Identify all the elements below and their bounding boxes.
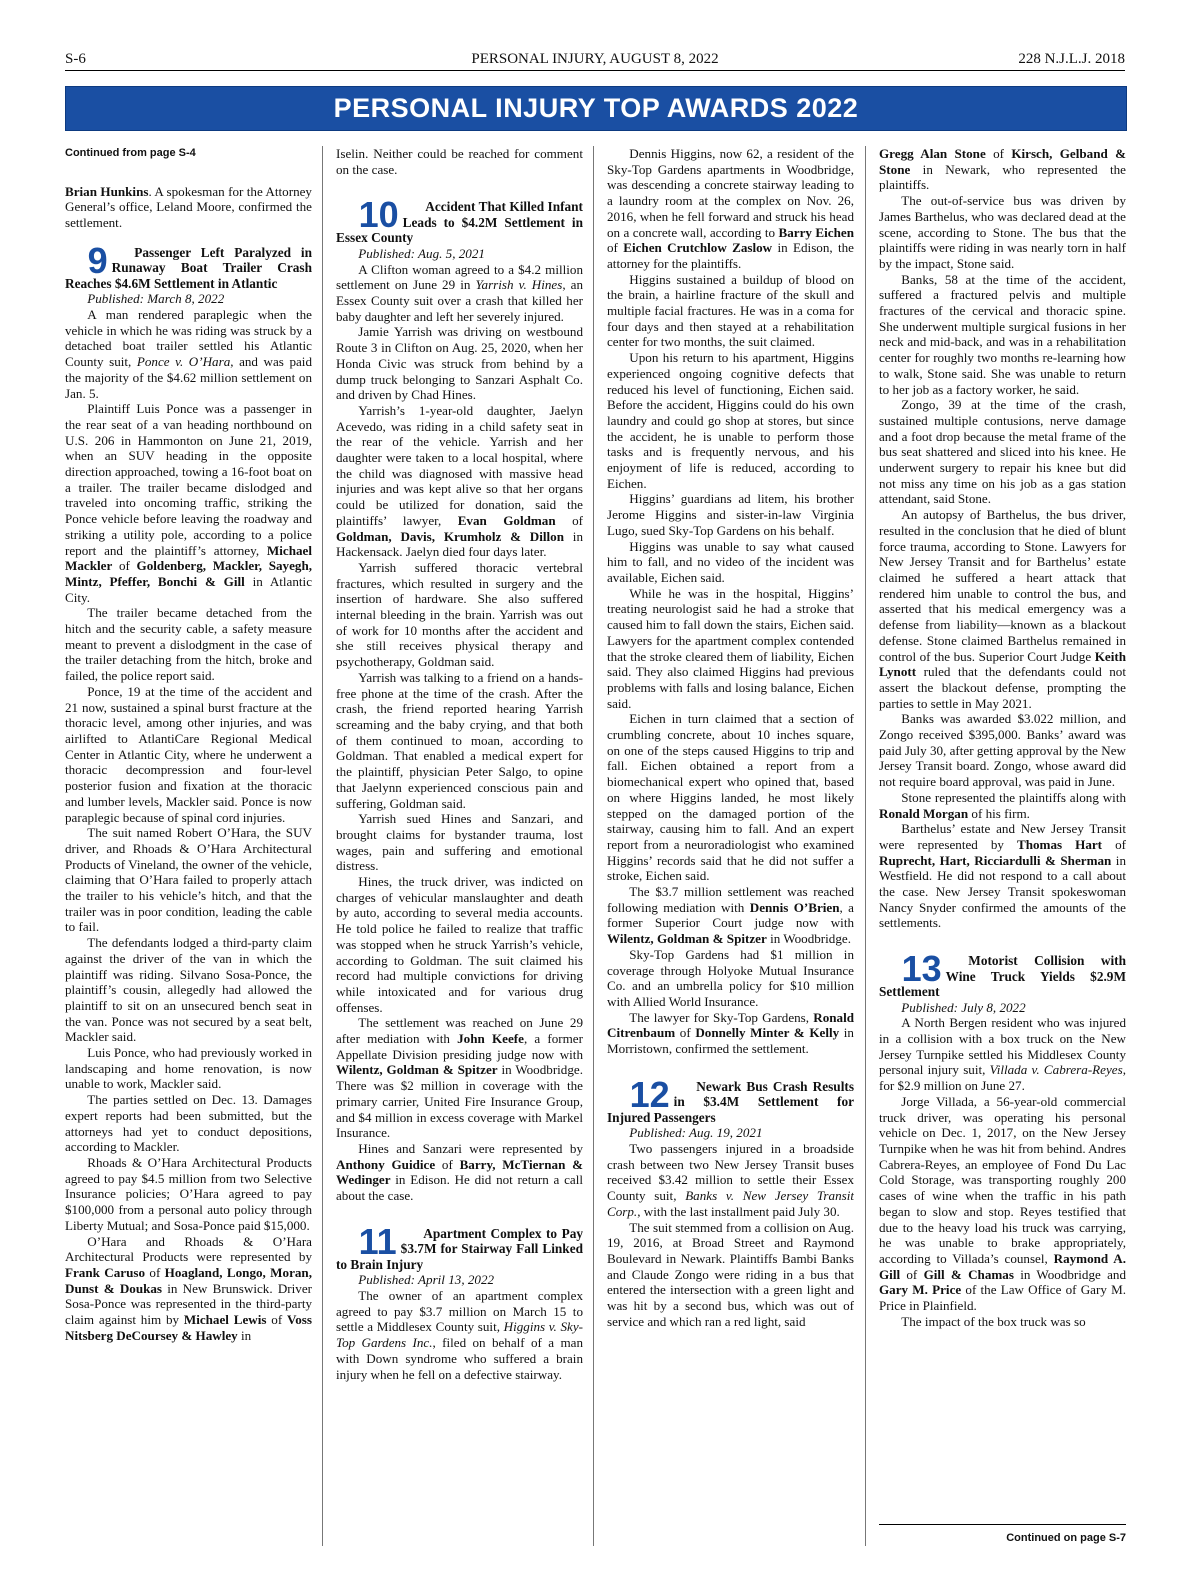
continued-on: Continued on page S-7	[1006, 1532, 1126, 1544]
running-header	[65, 50, 1125, 71]
publish-date: Published: July 8, 2022	[901, 999, 1026, 1015]
story-12: 12 Newark Bus Crash Results in $3.4M Settlement for Injured Passengers Published: Aug. 19, 2021 Two passengers injured in a broadside crash between two New Jersey Transit buses received $3.42 million to settle their Essex County suit, Banks v. New Jersey Transit Corp., with the last installment paid July 30. The suit stemmed from a collision on Aug. 19, 2016, at Broad Street and Raymond Boulevard in Newark. Plaintiffs Bambi Banks and Claude Zongo were riding in a bus that entered the intersection with a green light and was hit by a second bus, which was out of service and which ran a red light, said	[607, 1073, 854, 1329]
story-number: 11	[358, 1220, 397, 1262]
story-10: 10 Accident That Killed Infant Leads to $4.2M Settlement in Essex County Published: Aug. 5, 2021 A Clifton woman agreed to a $4.2 million settlement on June 29 in Yarrish v. Hines, an Essex County suit over a crash that killed her baby daughter and left her severely injured. Jamie Yarrish was driving on westbound Route 3 in Clifton on Aug. 25, 2020, when her Honda Civic was struck from behind by a dump truck belonging to Sanzari Asphalt Co. and driven by Chad Hines. Yarrish’s 1-year-old daughter, Jaelyn Acevedo, was riding in a child safety seat in the rear of the vehicle. Yarrish and her daughter were taken to a local hospital, where the child was diagnosed with massive head injuries and was kept alive so that her organs could be utilized for donation, said the plaintiffs’ lawyer, Evan Goldman of Goldman, Davis, Krumholz & Dillon in Hackensack. Jaelyn died four days later. Yarrish suffered thoracic vertebral fractures, which resulted in surgery and the insertion of hardware. She also suffered internal bleeding in the brain. Yarrish was out of work for 10 months after the accident and she still receives physical therapy and psychotherapy, Goldman said. Yarrish was talking to a friend on a hands-free phone at the time of the crash. After the crash, the friend reported hearing Yarrish screaming and the baby crying, and that both of them continued to moan, according to Goldman. That enabled a medical expert for the plaintiff, physician Peter Salgo, to opine that Jaelynn experienced conscious pain and suffering, Goldman said. Yarrish sued Hines and Sanzari, and brought claims for bystander trauma, lost wages, pain and suffering and emotional distress. Hines, the truck driver, was indicted on charges of vehicular manslaughter and death by auto, according to several media accounts. He told police he failed to realize that traffic was stopped when he struck Yarrish’s vehicle, according to Goldman. The suit claimed his record had multiple convictions for driving while intoxicated and for various drug offenses. The settlement was reached on June 29 after mediation with John Keefe, a former Appellate Division presiding judge now with Wilentz, Goldman & Spitzer in Woodbridge. There was $2 million in coverage with the primary carrier, United Fire Insurance Group, and $4 million in excess coverage with Markel Insurance. Hines and Sanzari were represented by Anthony Guidice of Barry, McTiernan & Wedinger in Edison. He did not return a call about the case.	[336, 194, 583, 1204]
continued-from: Continued from page S-4	[65, 147, 196, 159]
story-number: 13	[901, 948, 942, 990]
story-headline: 11 Apartment Complex to Pay $3.7M for Stairway Fall Linked to Brain Injury	[336, 1220, 583, 1272]
column-divider	[865, 146, 866, 1546]
story-9: 9 Passenger Left Paralyzed in Runaway Boat Trailer Crash Reaches $4.6M Settlement in Atlantic Published: March 8, 2022 A man rendered paraplegic when the vehicle in which he was riding was struck by a detached boat trailer settled his Atlantic County suit, Ponce v. O’Hara, and was paid the majority of the $4.62 million settlement on Jan. 5. Plaintiff Luis Ponce was a passenger in the rear seat of a van heading northbound on U.S. 206 in Hammonton on June 21, 2019, when an SUV heading in the opposite direction approached, towing a 16-foot boat on a trailer. The trailer became dislodged and traveled into oncoming traffic, striking the Ponce vehicle before leaving the roadway and striking a utility pole, according to a police report and the plaintiff’s attorney, Michael Mackler of Goldenberg, Mackler, Sayegh, Mintz, Pfeffer, Bonchi & Gill in Atlantic City. The trailer became detached from the hitch and the security cable, a safety measure meant to prevent a dislodgment in the case of the trailer detaching from the hitch, broke and failed, the police report said. Ponce, 19 at the time of the accident and 21 now, sustained a spinal burst fracture at the thoracic level, among other injuries, and was airlifted to AtlantiCare Regional Medical Center in Atlantic City, where he underwent a thoracic decompression and four-level posterior fusion and fixation at the thoracic and lumber levels, Mackler said. Ponce is now paraplegic because of spinal cord injuries. The suit named Robert O’Hara, the SUV driver, and Rhoads & O’Hara Architectural Products of Vineland, the owner of the vehicle, claiming that O’Hara failed to properly attach the trailer to his vehicle’s hitch, and that the trailer was in poor condition, leading the cable to fail. The defendants lodged a third-party claim against the driver of the van in which the plaintiff was riding. Silvano Sosa-Ponce, the plaintiff’s cousin, allegedly had allowed the plaintiff to sit on an unsecured bench seat in the van. Ponce was not secured by a seat belt, Mackler said. Luis Ponce, who had previously worked in landscaping and home renovation, is now unable to work, Mackler said. The parties settled on Dec. 13. Damages expert reports had been submitted, but the attorneys had yet to conduct depositions, according to Mackler. Rhoads & O’Hara Architectural Products agreed to pay $4.5 million from two Selective Insurance policies; O’Hara agreed to pay $100,000 from a personal auto policy through Liberty Mutual; and Sosa-Ponce paid $15,000. O’Hara and Rhoads & O’Hara Architectural Products were represented by Frank Caruso of Hoagland, Longo, Moran, Dunst & Doukas in New Brunswick. Driver Sosa-Ponce was represented in the third-party claim against him by Michael Lewis of Voss Nitsberg DeCoursey & Hawley in	[65, 239, 312, 1343]
story-13: 13 Motorist Collision with Wine Truck Yields $2.9M Settlement Published: July 8, 2022 A North Bergen resident who was injured in a collision with a box truck on the New Jersey Turnpike settled his Middlesex County personal injury suit, Villada v. Cabrera-Reyes, for $2.9 million on June 27. Jorge Villada, a 56-year-old commercial truck driver, was operating his personal vehicle on Dec. 1, 2017, on the New Jersey Turnpike when he was hit from behind. Andres Cabrera-Reyes, an employee of Fond Du Lac Cold Storage, was transporting roughly 200 cases of wine when the traffic in his path began to slow and stop. Reyes testified that due to the heavy load his truck was carrying, he was unable to brake appropriately, according to Villada’s counsel, Raymond A. Gill of Gill & Chamas in Woodbridge and Gary M. Price of the Law Office of Gary M. Price in Plainfield. The impact of the box truck was so	[879, 948, 1126, 1329]
column-4: Gregg Alan Stone of Kirsch, Gelband & Stone in Newark, who represented the plaintiffs. The out-of-service bus was driven by James Barthelus, who was declared dead at the scene, according to Stone. The bus that the plaintiffs were riding in was nearly torn in half by the impact, Stone said. Banks, 58 at the time of the accident, suffered a fractured pelvis and multiple fractures of the cervical and thoracic spine. She underwent multiple surgical fusions in her neck and mid-back, and was in a rehabilitation center for roughly two months re-learning how to walk, Stone said. She was unable to return to her job as a factory worker, he said. Zongo, 39 at the time of the crash, sustained multiple contusions, nerve damage and a foot drop because the metal frame of the bus seat shattered and sliced into his knee. He underwent surgery to repair his knee but did not miss any time on his job as a gas station attendant, said Stone. An autopsy of Barthelus, the bus driver, resulted in the conclusion that he died of blunt force trauma, according to Stone. Lawyers for New Jersey Transit and for Barthelus’ estate claimed he suffered a heart attack that rendered him unable to control the bus, and asserted that his medical emergency was a defense from liability—known as a blackout defense. Stone claimed Barthelus remained in control of the bus. Superior Court Judge Keith Lynott ruled that the defendants could not assert the blackout defense, prompting the parties to settle in May 2021. Banks was awarded $3.022 million, and Zongo received $395,000. Banks’ award was paid July 30, after getting approval by the New Jersey Transit board. Zongo, whose award did not require board approval, was paid in June. Stone represented the plaintiffs along with Ronald Morgan of his firm. Barthelus’ estate and New Jersey Transit were represented by Thomas Hart of Ruprecht, Hart, Ricciardulli & Sherman in Westfield. He did not respond to a call about the case. New Jersey Transit spokeswoman Nancy Snyder confirmed the amounts of the settlements. 13 Motorist Collision with Wine Truck Yields $2.9M Settlement Published: July 8, 2022 A North Bergen resident who was injured in a collision with a box truck on the New Jersey Turnpike settled his Middlesex County personal injury suit, Villada v. Cabrera-Reyes, for $2.9 million on June 27. Jorge Villada, a 56-year-old commercial truck driver, was operating his personal vehicle on Dec. 1, 2017, on the New Jersey Turnpike when he was hit from behind. Andres Cabrera-Reyes, an employee of Fond Du Lac Cold Storage, was transporting roughly 200 cases of wine when the traffic in his path began to slow and stop. Reyes testified that due to the heavy load his truck was carrying, he was unable to brake appropriately, according to Villada’s counsel, Raymond A. Gill of Gill & Chamas in Woodbridge and Gary M. Price of the Law Office of Gary M. Price in Plainfield. The impact of the box truck was so	[879, 146, 1126, 1329]
story-number: 9	[87, 239, 108, 281]
story-number: 12	[629, 1073, 670, 1115]
page-number: S-6	[65, 51, 86, 67]
column-end-rule	[879, 1524, 1126, 1525]
story-headline: 9 Passenger Left Paralyzed in Runaway Boat Trailer Crash Reaches $4.6M Settlement in Atlantic	[65, 239, 312, 291]
publish-date: Published: March 8, 2022	[87, 291, 225, 307]
column-divider	[593, 146, 594, 1546]
column-divider	[322, 146, 323, 1546]
story-number: 10	[358, 194, 399, 236]
story-headline: 10 Accident That Killed Infant Leads to $4.2M Settlement in Essex County	[336, 194, 583, 246]
publish-date: Published: Aug. 19, 2021	[629, 1125, 763, 1141]
story-headline: 12 Newark Bus Crash Results in $3.4M Settlement for Injured Passengers	[607, 1073, 854, 1125]
column-1	[65, 146, 312, 1546]
publish-date: Published: April 13, 2022	[358, 1272, 495, 1288]
story-11: 11 Apartment Complex to Pay $3.7M for Stairway Fall Linked to Brain Injury Published: April 13, 2022 The owner of an apartment complex agreed to pay $3.7 million on March 15 to settle a Middlesex County suit, Higgins v. Sky-Top Gardens Inc., filed on behalf of a man with Down syndrome who suffered a brain injury when he fell on a defective stairway.	[336, 1220, 583, 1382]
publish-date: Published: Aug. 5, 2021	[358, 245, 485, 261]
paragraph: Brian Hunkins. A spokesman for the Attorney General’s office, Leland Moore, confirmed the settlement.	[65, 183, 312, 231]
story-headline: 13 Motorist Collision with Wine Truck Yields $2.9M Settlement	[879, 948, 1126, 1000]
issue-date: PERSONAL INJURY, AUGUST 8, 2022	[471, 51, 719, 67]
column-3: Dennis Higgins, now 62, a resident of the Sky-Top Gardens apartments in Woodbridge, was descending a concrete stairway leading to a laundry room at the complex on Nov. 26, 2016, when he fell forward and struck his head on a concrete wall, according to Barry Eichen of Eichen Crutchlow Zaslow in Edison, the attorney for the plaintiffs. Higgins sustained a buildup of blood on the brain, a hairline fracture of the skull and multiple facial fractures. He was in a coma for four days and then stayed at a rehabilitation center for two months, the suit claimed. Upon his return to his apartment, Higgins experienced ongoing cognitive defects that reduced his level of functioning, Eichen said. Before the accident, Higgins could do his own laundry and could go shop at stores, but since the accident, he is unable to perform those tasks and is frequently nervous, and his enjoyment of life is reduced, according to Eichen. Higgins’ guardians ad litem, his brother Jerome Higgins and sister-in-law Virginia Lugo, sued Sky-Top Gardens on his behalf. Higgins was unable to say what caused him to fall, and no video of the incident was available, Eichen said. While he was in the hospital, Higgins’ treating neurologist said he had a stroke that caused him to fall down the stairs, Eichen said. Lawyers for the apartment complex contended that the stroke cleared them of liability, Eichen said. They also claimed Higgins had previous problems with falls and losing balance, Eichen said. Eichen in turn claimed that a section of crumbling concrete, about 10 inches square, on one of the steps caused Higgins to trip and fall. Eichen obtained a report from a biomechanical expert who opined that, based on where Higgins landed, he most likely stepped on the damaged portion of the stairway, causing him to fall. And an expert report from a neuroradiologist who examined Higgins’ records said that he did not suffer a stroke, Eichen said. The $3.7 million settlement was reached following mediation with Dennis O’Brien, a former Superior Court judge now with Wilentz, Goldman & Spitzer in Woodbridge. Sky-Top Gardens had $1 million in coverage through Holyoke Mutual Insurance Co. and an umbrella policy for $10 million with Allied World Insurance. The lawyer for Sky-Top Gardens, Ronald Citrenbaum of Donnelly Minter & Kelly in Morristown, confirmed the settlement. 12 Newark Bus Crash Results in $3.4M Settlement for Injured Passengers Published: Aug. 19, 2021 Two passengers injured in a broadside crash between two New Jersey Transit buses received $3.42 million to settle their Essex County suit, Banks v. New Jersey Transit Corp., with the last installment paid July 30. The suit stemmed from a collision on Aug. 19, 2016, at Broad Street and Raymond Boulevard in Newark. Plaintiffs Bambi Banks and Claude Zongo were riding in a bus that entered the intersection with a green light and was hit by a second bus, which was out of service and which ran a red light, said	[607, 146, 854, 1329]
section-banner: PERSONAL INJURY TOP AWARDS 2022	[65, 86, 1127, 131]
column-2: Iselin. Neither could be reached for comment on the case. 10 Accident That Killed Infant Leads to $4.2M Settlement in Essex County Published: Aug. 5, 2021 A Clifton woman agreed to a $4.2 million settlement on June 29 in Yarrish v. Hines, an Essex County suit over a crash that killed her baby daughter and left her severely injured. Jamie Yarrish was driving on westbound Route 3 in Clifton on Aug. 25, 2020, when her Honda Civic was struck from behind by a dump truck belonging to Sanzari Asphalt Co. and driven by Chad Hines. Yarrish’s 1-year-old daughter, Jaelyn Acevedo, was riding in a child safety seat in the rear of the vehicle. Yarrish and her daughter were taken to a local hospital, where the child was diagnosed with massive head injuries and was kept alive so that her organs could be utilized for donation, said the plaintiffs’ lawyer, Evan Goldman of Goldman, Davis, Krumholz & Dillon in Hackensack. Jaelyn died four days later. Yarrish suffered thoracic vertebral fractures, which resulted in surgery and the insertion of hardware. She also suffered internal bleeding in the brain. Yarrish was out of work for 10 months after the accident and she still receives physical therapy and psychotherapy, Goldman said. Yarrish was talking to a friend on a hands-free phone at the time of the crash. After the crash, the friend reported hearing Yarrish screaming and the baby crying, and that both of them continued to moan, according to Goldman. That enabled a medical expert for the plaintiff, physician Peter Salgo, to opine that Jaelynn experienced conscious pain and suffering, Goldman said. Yarrish sued Hines and Sanzari, and brought claims for bystander trauma, lost wages, pain and suffering and emotional distress. Hines, the truck driver, was indicted on charges of vehicular manslaughter and death by auto, according to several media accounts. He told police he failed to realize that traffic was stopped when he struck Yarrish’s vehicle, according to Goldman. The suit claimed his record had multiple convictions for driving while intoxicated and for various drug offenses. The settlement was reached on June 29 after mediation with John Keefe, a former Appellate Division presiding judge now with Wilentz, Goldman & Spitzer in Woodbridge. There was $2 million in coverage with the primary carrier, United Fire Insurance Group, and $4 million in excess coverage with Markel Insurance. Hines and Sanzari were represented by Anthony Guidice of Barry, McTiernan & Wedinger in Edison. He did not return a call about the case. 11 Apartment Complex to Pay $3.7M for Stairway Fall Linked to Brain Injury Published: April 13, 2022 The owner of an apartment complex agreed to pay $3.7 million on March 15 to settle a Middlesex County suit, Higgins v. Sky-Top Gardens Inc., filed on behalf of a man with Down syndrome who suffered a brain injury when he fell on a defective stairway.	[336, 146, 583, 1382]
citation: 228 N.J.L.J. 2018	[1018, 51, 1125, 67]
